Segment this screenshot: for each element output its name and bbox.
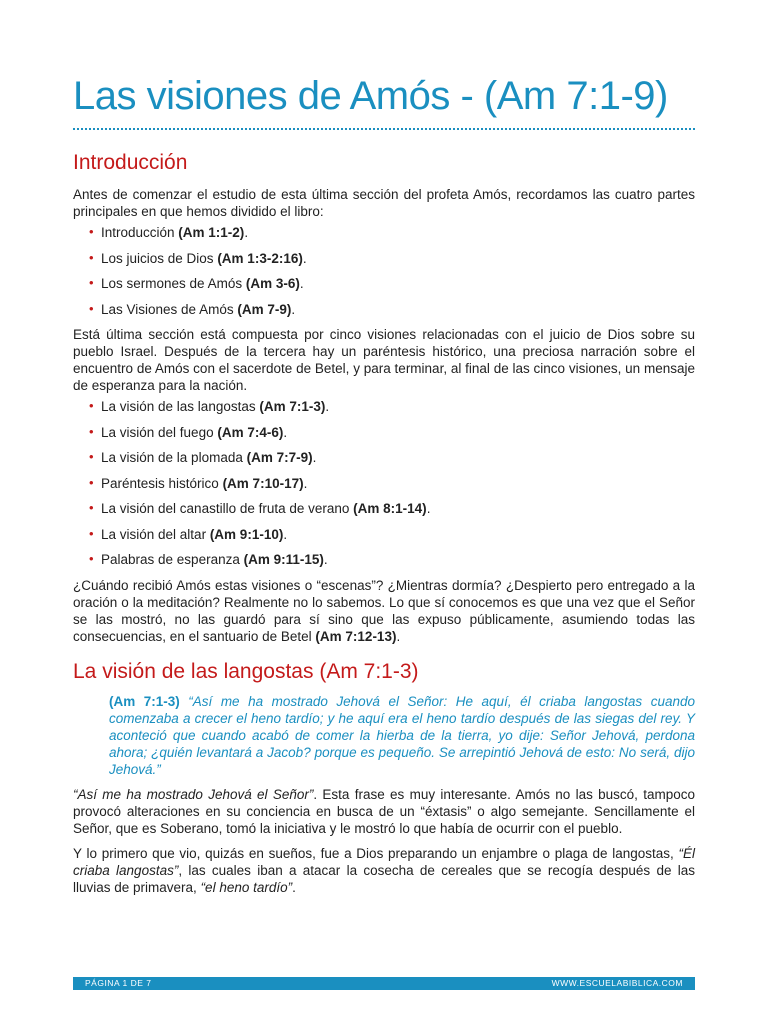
page-footer — [73, 977, 695, 990]
visions-paragraph: Está última sección está compuesta por cinco visiones relacionadas con el juicio de Dios sobre su pueblo Israel. Después de la tercera hay un paréntesis histórico, una preciosa narración sobre el encuentro de Amós con el sacerdote de Betel, y para terminar, al final de las cinco visiones, un mensaje de esperanza para la nación. — [73, 327, 695, 393]
page-number: PÁGINA 1 DE 7 — [85, 978, 152, 988]
intro-paragraph: Antes de comenzar el estudio de esta última sección del profeta Amós, recordamos las cuatro partes principales en que hemos dividido el libro: — [73, 187, 695, 219]
intro-heading: Introducción — [73, 151, 188, 174]
list-item: • Los sermones de Amós (Am 3-6). — [89, 275, 304, 291]
bullet-icon: • — [89, 449, 94, 464]
commentary-paragraph-2: Y lo primero que vio, quizás en sueños, fue a Dios preparando un enjambre o plaga de langostas, “Él criaba langostas”, las cuales iban a atacar la cosecha de cereales que se recogía después de las lluvias de primavera, “el heno tardío”. — [73, 845, 695, 895]
list-item: • La visión del fuego (Am 7:4-6). — [89, 423, 288, 440]
list-item: • Introducción (Am 1:1-2). — [89, 224, 249, 240]
list-item: • La visión del canastillo de fruta de verano (Am 8:1-14). — [89, 500, 431, 516]
list-item: • La visión de las langostas (Am 7:1-3). — [89, 398, 330, 414]
content — [73, 150, 695, 896]
bullet-icon: • — [89, 474, 94, 490]
bullet-icon: • — [89, 398, 94, 413]
bullet-icon: • — [89, 275, 94, 290]
title-divider — [73, 128, 695, 130]
bullet-icon: • — [89, 300, 94, 316]
list-item: • La visión de la plomada (Am 7:7-9). — [89, 449, 317, 465]
visions-list — [73, 398, 695, 568]
bullet-icon: • — [89, 249, 94, 265]
list-item: • Palabras de esperanza (Am 9:11-15). — [89, 551, 328, 567]
list-item: • Paréntesis histórico (Am 7:10-17). — [89, 474, 308, 491]
quote-reference: (Am 7:1-3) — [109, 693, 180, 709]
bullet-icon: • — [89, 224, 94, 239]
list-item: • La visión del altar (Am 9:1-10). — [89, 525, 288, 542]
book-parts-list — [73, 224, 695, 318]
list-item: • Las Visiones de Amós (Am 7-9). — [89, 300, 296, 317]
bullet-icon: • — [89, 551, 94, 566]
section-heading-langostas: La visión de las langostas (Am 7:1-3) — [73, 659, 419, 683]
scripture-quote — [109, 693, 695, 778]
bullet-icon: • — [89, 525, 94, 541]
website-link[interactable]: WWW.ESCUELABIBLICA.COM — [551, 978, 683, 988]
bullet-icon: • — [89, 423, 94, 439]
list-item: • Los juicios de Dios (Am 1:3-2:16). — [89, 249, 307, 266]
quote-text: “Así me ha mostrado Jehová el Señor: He aquí, él criaba langostas cuando comenzaba a crecer el heno tardío; y he aquí era el heno tardío después de las siegas del rey. Y aconteció que cuando acabó de comer la hierba de la tierra, yo dije: Señor Jehová, perdona ahora; ¿quién levantará a Jacob? porque es pequeño. Se arrepintió Jehová de esto: No será, dijo Jehová.” — [109, 693, 695, 777]
commentary-paragraph-1: “Así me ha mostrado Jehová el Señor”. Esta frase es muy interesante. Amós no las buscó, tampoco provocó alteraciones en su conciencia en busca de un “éxtasis” o algo semejante. Sencillamente el Señor, que es Soberano, tomó la iniciativa y le mostró lo que había de ocurrir con el pueblo. — [73, 786, 695, 836]
when-paragraph: ¿Cuándo recibió Amós estas visiones o “escenas”? ¿Mientras dormía? ¿Despierto pero entregado a la oración o la meditación? Realmente no lo sabemos. Lo que sí conocemos es que una vez que el Señor se las mostró, no las guardó para sí sino que las expuso públicamente, asumiendo todas las consecuencias, en el santuario de Betel (Am 7:12-13). — [73, 577, 695, 644]
bullet-icon: • — [89, 500, 94, 515]
page-title: Las visiones de Amós - (Am 7:1-9) — [73, 74, 668, 118]
